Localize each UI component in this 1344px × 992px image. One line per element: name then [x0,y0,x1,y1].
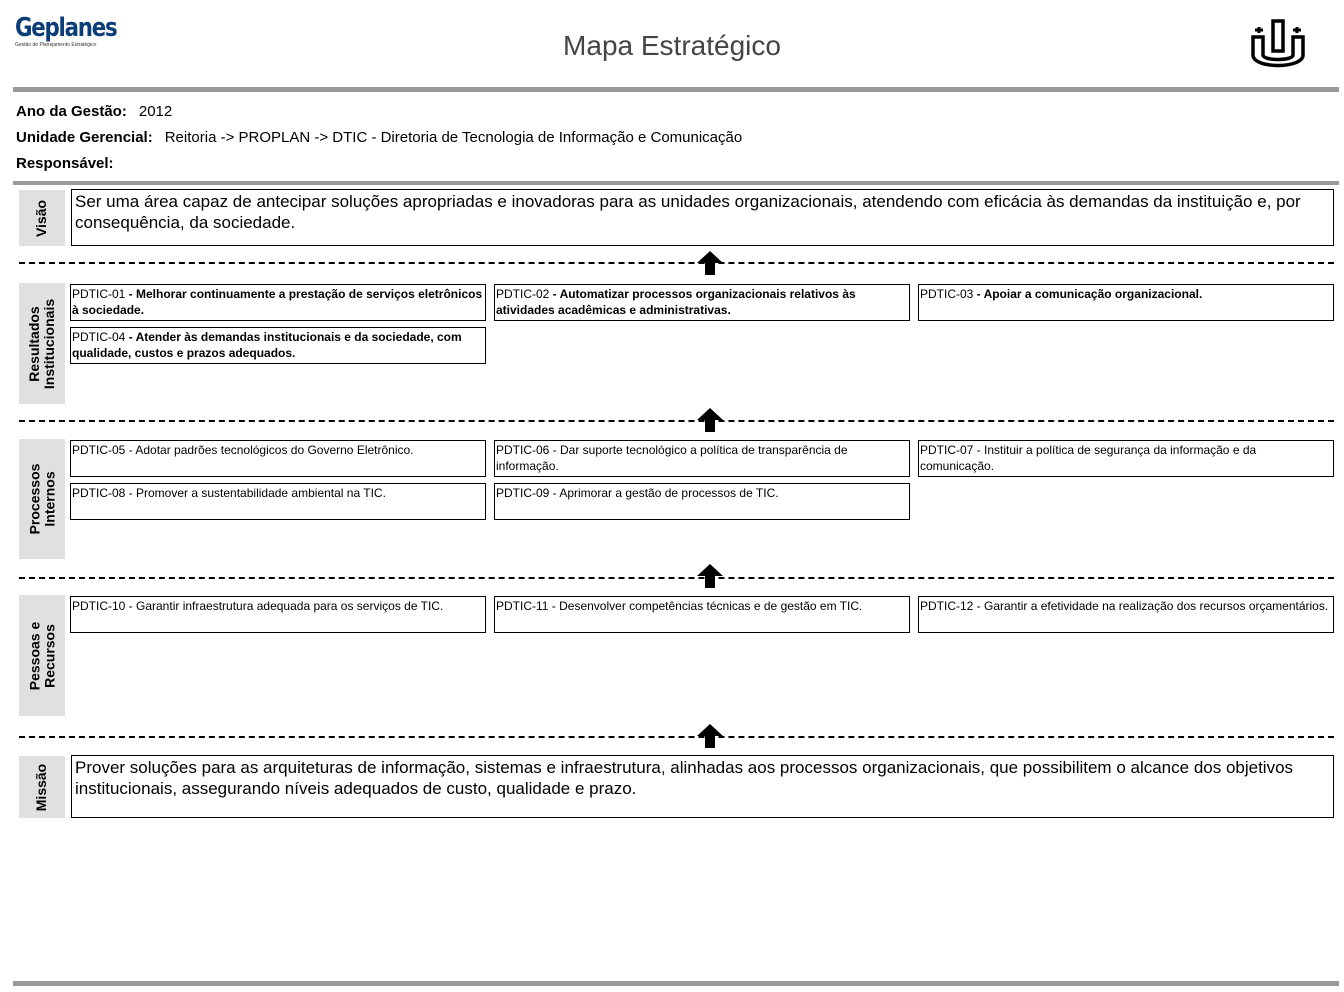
visao-label: Visão [19,190,65,246]
objective-pdtic-08[interactable]: PDTIC-08 - Promover a sustentabilidade ambiental na TIC. [70,483,486,520]
up-arrow-icon [697,251,723,275]
separator [19,262,1334,264]
visao-box: Ser uma área capaz de antecipar soluções apropriadas e inovadoras para as unidades organizacionais, atendendo com eficácia às demandas da instituição e, por consequência, da sociedade. [71,189,1334,246]
ano-gestao-value: 2012 [138,103,173,120]
logo-subtitle: Gestão de Planejamento Estratégico [15,42,97,48]
ano-gestao-row [16,103,172,120]
objective-pdtic-11[interactable]: PDTIC-11 - Desenvolver competências técnicas e de gestão em TIC. [494,596,910,633]
ano-gestao-label: Ano da Gestão: [16,103,127,120]
unidade-gerencial-row [16,129,742,146]
separator [19,736,1334,738]
up-arrow-icon [697,724,723,748]
processos-internos-label: Processos Internos [19,439,65,559]
missao-box: Prover soluções para as arquiteturas de informação, sistemas e infraestrutura, alinhadas aos processos organizacionais, que possibilitem o alcance dos objetivos institucionais, assegurando níveis adequados de custo, qualidade e prazo. [71,755,1334,818]
responsavel-row [16,155,114,172]
meta-divider [13,181,1339,185]
responsavel-label: Responsável: [16,155,114,172]
up-arrow-icon [697,408,723,432]
header-divider [13,87,1339,92]
page-title: Mapa Estratégico [563,30,781,61]
objective-pdtic-02[interactable]: PDTIC-02 - Automatizar processos organizacionais relativos às atividades acadêmicas e administrativas. [494,284,910,321]
unidade-gerencial-label: Unidade Gerencial: [16,129,153,146]
objective-pdtic-12[interactable]: PDTIC-12 - Garantir a efetividade na realização dos recursos orçamentários. [918,596,1334,633]
resultados-institucionais-label: Resultados Institucionais [19,283,65,404]
objective-pdtic-07[interactable]: PDTIC-07 - Instituir a política de segurança da informação e da comunicação. [918,440,1334,477]
objective-pdtic-06[interactable]: PDTIC-06 - Dar suporte tecnológico a política de transparência de informação. [494,440,910,477]
objective-pdtic-10[interactable]: PDTIC-10 - Garantir infraestrutura adequada para os serviços de TIC. [70,596,486,633]
separator [19,577,1334,579]
separator [19,420,1334,422]
university-emblem-icon [1247,17,1309,75]
up-arrow-icon [697,564,723,588]
objective-pdtic-01[interactable]: PDTIC-01 - Melhorar continuamente a prestação de serviços eletrônicos à sociedade. [70,284,486,321]
unidade-gerencial-value: Reitoria -> PROPLAN -> DTIC - Diretoria de Tecnologia de Informação e Comunicação [164,129,743,146]
objective-pdtic-03[interactable]: PDTIC-03 - Apoiar a comunicação organizacional. [918,284,1334,321]
logo-text: Geplanes [15,13,117,43]
pessoas-recursos-label: Pessoas e Recursos [19,595,65,716]
footer-divider [13,981,1339,986]
objective-pdtic-04[interactable]: PDTIC-04 - Atender às demandas institucionais e da sociedade, com qualidade, custos e prazos adequados. [70,327,486,364]
objective-pdtic-05[interactable]: PDTIC-05 - Adotar padrões tecnológicos do Governo Eletrônico. [70,440,486,477]
objective-pdtic-09[interactable]: PDTIC-09 - Aprimorar a gestão de processos de TIC. [494,483,910,520]
missao-label: Missão [19,756,65,818]
